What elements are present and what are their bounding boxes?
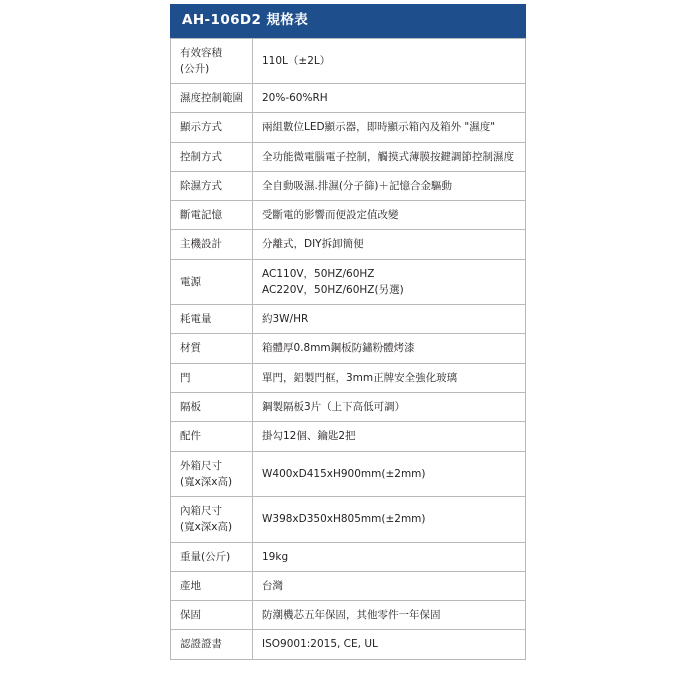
row-label: 產地 — [171, 571, 253, 600]
row-label: 主機設計 — [171, 230, 253, 259]
spec-title: AH-106D2 規格表 — [170, 4, 526, 38]
row-label — [171, 38, 253, 84]
table-row — [171, 451, 526, 497]
row-label: 濕度控制範圍 — [171, 84, 253, 113]
row-label: 配件 — [171, 422, 253, 451]
spec-table — [170, 38, 526, 660]
row-value: 箱體厚0.8mm鋼板防鏽粉體烤漆 — [253, 334, 526, 363]
row-label: 保固 — [171, 601, 253, 630]
table-row — [171, 422, 526, 451]
table-row — [171, 393, 526, 422]
row-value: 19kg — [253, 542, 526, 571]
row-label-line2: (寬x深x高) — [180, 475, 233, 488]
row-label-line1: 內箱尺寸 — [180, 505, 222, 518]
row-value: 全自動吸濕.排濕(分子篩)＋記憶合金驅動 — [253, 171, 526, 200]
table-row — [171, 542, 526, 571]
row-value: 防潮機芯五年保固，其他零件一年保固 — [253, 601, 526, 630]
row-label: 斷電記憶 — [171, 201, 253, 230]
table-row — [171, 497, 526, 543]
row-label: 除濕方式 — [171, 171, 253, 200]
row-value: W400xD415xH900mm(±2mm) — [253, 451, 526, 497]
table-row — [171, 230, 526, 259]
row-value: 單門，鋁製門框，3mm正牌安全強化玻璃 — [253, 363, 526, 392]
row-value: 20%-60%RH — [253, 84, 526, 113]
row-label: 顯示方式 — [171, 113, 253, 142]
table-row — [171, 571, 526, 600]
table-row — [171, 305, 526, 334]
row-value — [253, 259, 526, 305]
row-label: 認證證書 — [171, 630, 253, 659]
table-row — [171, 259, 526, 305]
table-row — [171, 113, 526, 142]
table-row — [171, 171, 526, 200]
row-value: 鋼製隔板3片（上下高低可調） — [253, 393, 526, 422]
row-label — [171, 451, 253, 497]
row-value: 約3W/HR — [253, 305, 526, 334]
row-value: 110L（±2L） — [253, 38, 526, 84]
row-value-line1: AC110V，50HZ/60HZ — [262, 267, 375, 280]
row-label-line2: (公升) — [180, 62, 210, 75]
row-label: 重量(公斤) — [171, 542, 253, 571]
table-row — [171, 84, 526, 113]
row-label-line1: 有效容積 — [180, 46, 222, 59]
row-value: W398xD350xH805mm(±2mm) — [253, 497, 526, 543]
row-label-line2: (寬x深x高) — [180, 521, 233, 534]
row-label-line1: 外箱尺寸 — [180, 459, 222, 472]
row-value: 掛勾12個、鑰匙2把 — [253, 422, 526, 451]
spec-table-body — [171, 38, 526, 659]
row-label: 耗電量 — [171, 305, 253, 334]
row-label — [171, 497, 253, 543]
row-value: 台灣 — [253, 571, 526, 600]
table-row — [171, 38, 526, 84]
row-value-line2: AC220V，50HZ/60HZ(另選) — [262, 283, 404, 296]
row-value: 兩組數位LED顯示器，即時顯示箱內及箱外 "濕度" — [253, 113, 526, 142]
table-row — [171, 142, 526, 171]
table-row — [171, 601, 526, 630]
spec-sheet — [170, 4, 526, 660]
row-label: 材質 — [171, 334, 253, 363]
row-value: 受斷電的影響而便設定值改變 — [253, 201, 526, 230]
table-row — [171, 201, 526, 230]
row-label: 隔板 — [171, 393, 253, 422]
row-value: 分離式，DIY拆卸簡便 — [253, 230, 526, 259]
table-row — [171, 334, 526, 363]
table-row — [171, 363, 526, 392]
row-label: 門 — [171, 363, 253, 392]
row-value: 全功能微電腦電子控制，觸摸式薄膜按鍵調節控制濕度 — [253, 142, 526, 171]
row-label: 電源 — [171, 259, 253, 305]
table-row — [171, 630, 526, 659]
row-label: 控制方式 — [171, 142, 253, 171]
row-value: ISO9001:2015, CE, UL — [253, 630, 526, 659]
